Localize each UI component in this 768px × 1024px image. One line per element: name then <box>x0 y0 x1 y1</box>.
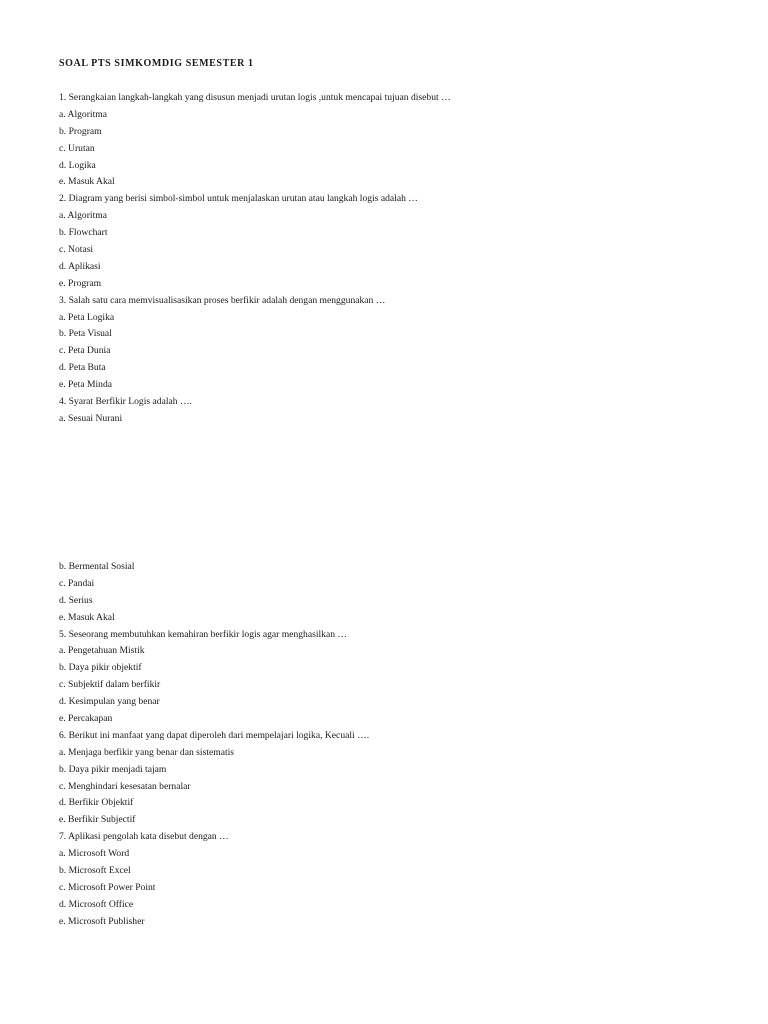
option-7e: e. Microsoft Publisher <box>59 915 145 927</box>
option-1e: e. Masuk Akal <box>59 176 115 188</box>
option-7a: a. Microsoft Word <box>59 848 130 860</box>
question-1: 1. Serangkaian langkah-langkah yang disusun menjadi urutan logis ,untuk mencapai tujuan disebut … <box>59 92 451 103</box>
option-4c: c. Pandai <box>59 577 95 589</box>
option-2d: d. Aplikasi <box>59 260 101 272</box>
option-3e: e. Peta Minda <box>59 379 113 391</box>
option-1c: c. Urutan <box>59 142 95 154</box>
question-2: 2. Diagram yang berisi simbol-simbol untuk menjalaskan urutan atau langkah logis adalah … <box>59 193 418 205</box>
option-5b: b. Daya pikir objektif <box>59 662 142 674</box>
option-2c: c. Notasi <box>59 244 94 256</box>
option-4e: e. Masuk Akal <box>59 611 115 623</box>
option-7c: c. Microsoft Power Point <box>59 881 156 893</box>
document-title: SOAL PTS SIMKOMDIG SEMESTER 1 <box>59 58 254 69</box>
question-4: 4. Syarat Berfikir Logis adalah …. <box>59 396 192 408</box>
option-3a: a. Peta Logika <box>59 311 115 323</box>
option-7b: b. Microsoft Excel <box>59 865 131 877</box>
option-7d: d. Microsoft Office <box>59 898 134 910</box>
option-4d: d. Serius <box>59 594 93 606</box>
option-4a: a. Sesuai Nurani <box>59 412 123 424</box>
option-4b: b. Bermental Sosial <box>59 561 135 572</box>
option-3d: d. Peta Buta <box>59 362 106 374</box>
option-5e: e. Percakapan <box>59 713 113 725</box>
text-block-top <box>59 90 719 428</box>
option-5a: a. Pengetahuan Mistik <box>59 645 145 657</box>
option-2e: e. Program <box>59 277 102 289</box>
option-5c: c. Subjektif dalam berfikir <box>59 679 161 691</box>
question-6: 6. Berikut ini manfaat yang dapat diperoleh dari mempelajari logika, Kecuali …. <box>59 729 370 741</box>
option-6b: b. Daya pikir menjadi tajam <box>59 763 167 775</box>
question-3: 3. Salah satu cara memvisualisasikan proses berfikir adalah dengan menggunakan … <box>59 294 386 306</box>
question-5: 5. Seseorang membutuhkan kemahiran berfikir logis agar menghasilkan … <box>59 628 347 640</box>
option-6d: d. Berfikir Objektif <box>59 797 134 809</box>
option-2b: b. Flowchart <box>59 227 108 239</box>
option-5d: d. Kesimpulan yang benar <box>59 696 160 708</box>
text-block-bottom <box>59 559 719 931</box>
option-1d: d. Logika <box>59 159 96 171</box>
option-1a: a. Algoritma <box>59 108 107 120</box>
question-7: 7. Aplikasi pengolah kata disebut dengan … <box>59 831 229 843</box>
option-3b: b. Peta Visual <box>59 328 112 340</box>
option-3c: c. Peta Dunia <box>59 345 111 357</box>
option-1b: b. Program <box>59 125 102 137</box>
option-6e: e. Berfikir Subjectif <box>59 814 136 826</box>
option-6a: a. Menjaga berfikir yang benar dan sistematis <box>59 746 235 758</box>
option-2a: a. Algoritma <box>59 210 107 222</box>
option-6c: c. Menghindari kesesatan bernalar <box>59 780 191 792</box>
